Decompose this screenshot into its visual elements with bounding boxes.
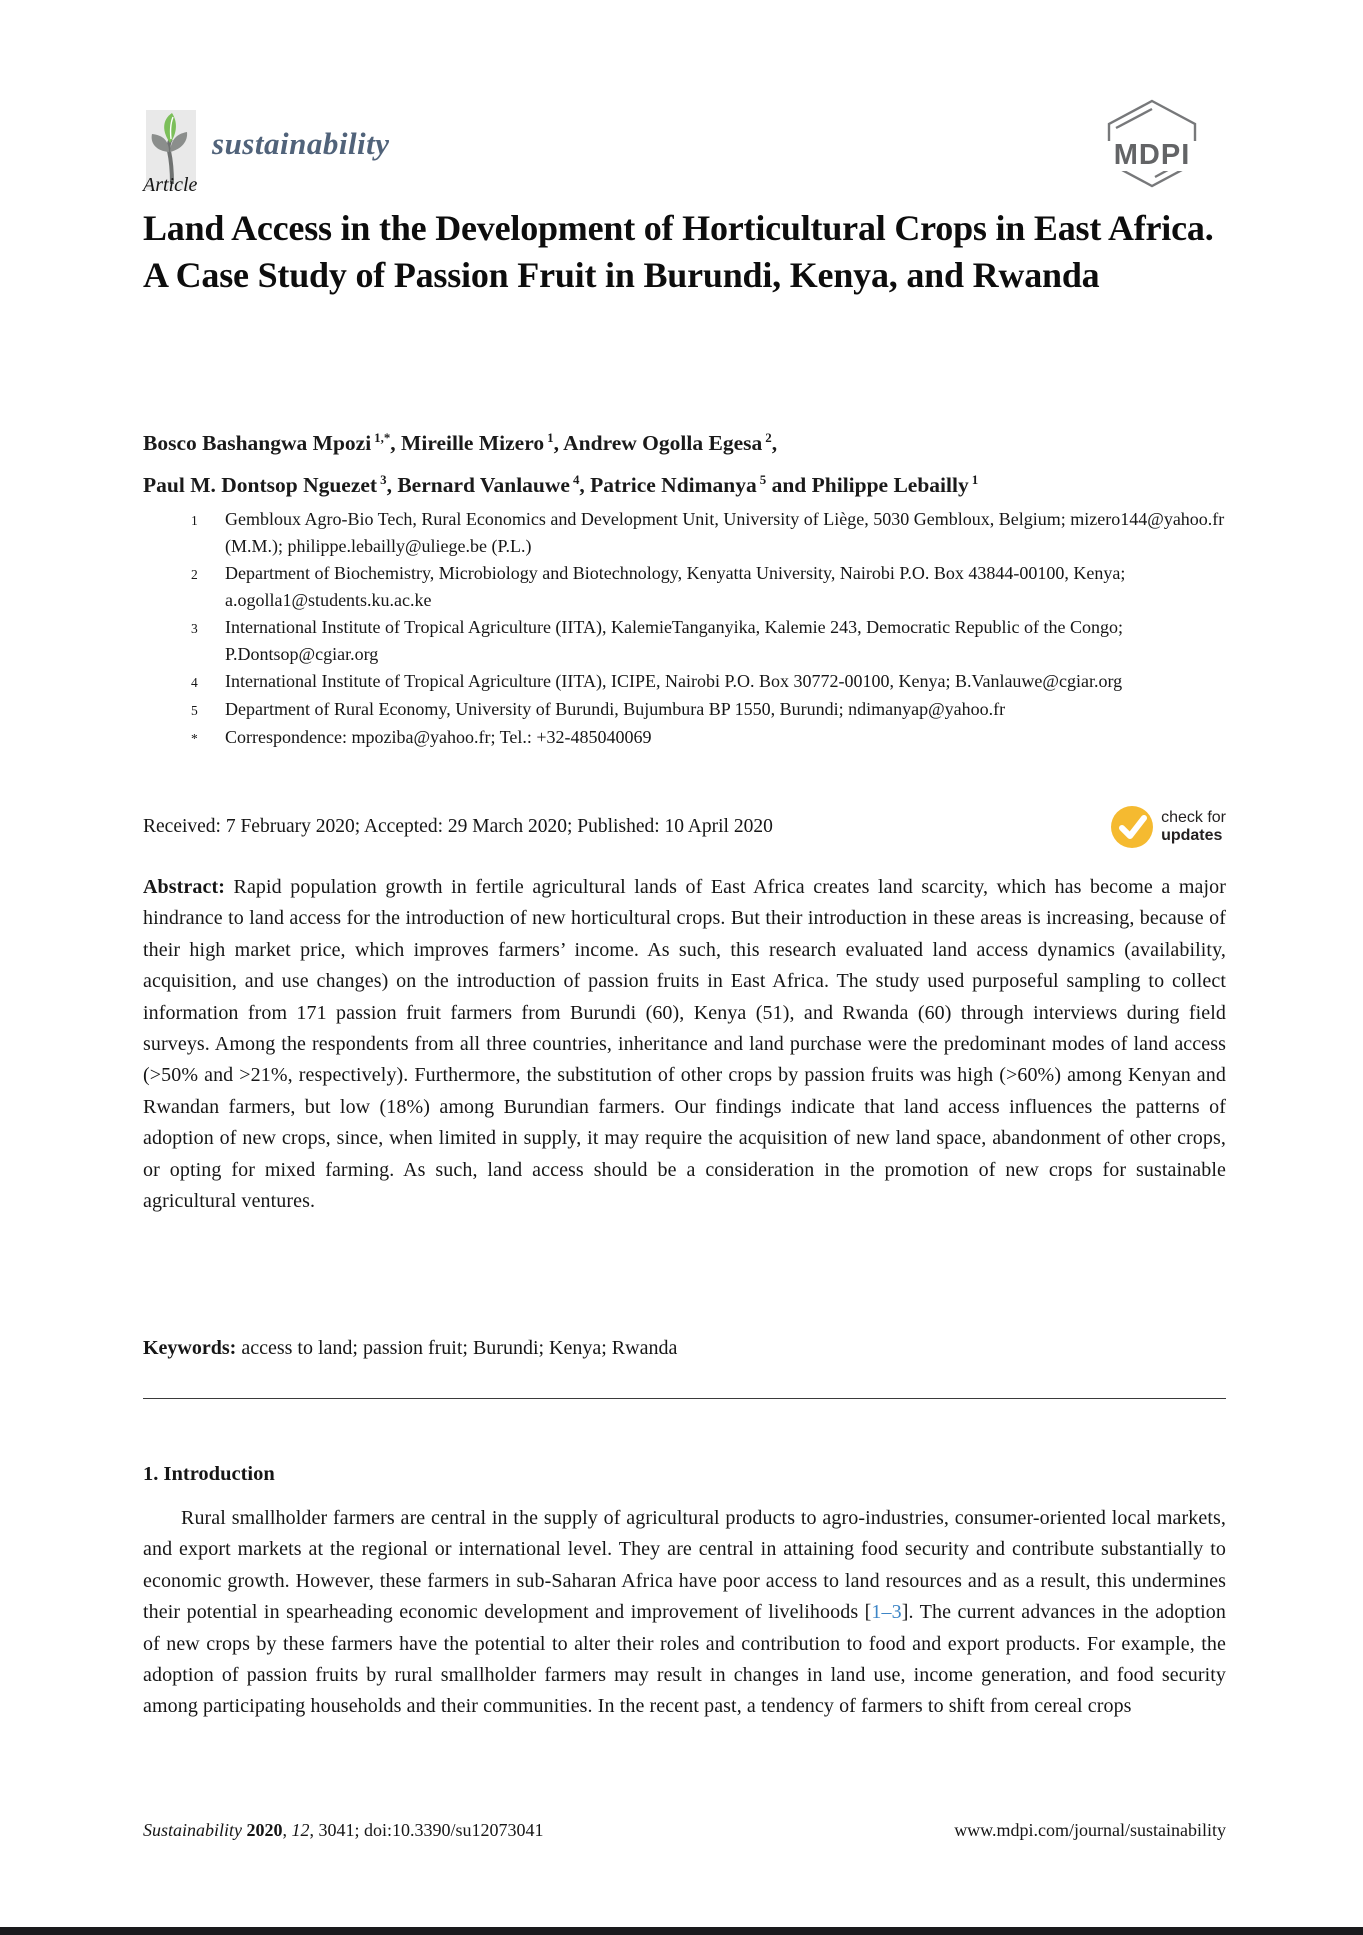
author-line-1 — [143, 420, 1226, 462]
author-separator: , — [579, 473, 591, 498]
footer-volume: 12 — [291, 1820, 310, 1840]
keywords — [143, 1337, 1226, 1360]
author-affiliation-superscript: 1 — [547, 431, 554, 445]
author-separator: , — [390, 431, 402, 456]
footer-citation — [143, 1820, 544, 1841]
author-affiliation-superscript: 1 — [971, 473, 979, 488]
author-list — [143, 420, 1226, 504]
footer-journal-name: Sustainability — [143, 1820, 242, 1840]
author-name: Philippe Lebailly — [811, 473, 969, 498]
introduction-heading: 1. Introduction — [143, 1463, 275, 1485]
keywords-label: Keywords: — [143, 1337, 237, 1359]
keywords-text: access to land; passion fruit; Burundi; Kenya; Rwanda — [236, 1337, 678, 1359]
author-affiliation-superscript: 2 — [765, 431, 772, 445]
affiliation-item — [191, 724, 1226, 752]
affiliation-number: 5 — [191, 703, 198, 718]
affiliation-item — [191, 506, 1226, 560]
intro-text-before-citation: Rural smallholder farmers are central in the supply of agricultural products to agro-industries, consumer-oriented local markets, and export markets at the regional or international level. They are central in attaining food security and contribute substantially to economic growth. However, these farmers in sub-Saharan Africa have poor access to land resources and as a result, this undermines their potential in spearheading economic development and improvement of livelihoods [ — [143, 1507, 1226, 1624]
author-affiliation-superscript: 3 — [380, 473, 387, 488]
affiliation-item — [191, 696, 1226, 724]
footer-separator: , — [282, 1820, 292, 1840]
received-accepted-published: Received: 7 February 2020; Accepted: 29 March 2020; Published: 10 April 2020 — [143, 816, 773, 837]
author-affiliation-superscript: 1,* — [374, 431, 391, 445]
affiliation-number: 2 — [191, 567, 198, 582]
author-affiliation-superscript: 5 — [759, 473, 767, 488]
mdpi-wordmark: MDPI — [1113, 139, 1191, 171]
affiliation-text: Department of Biochemistry, Microbiology and Biotechnology, Kenyatta University, Nairobi P.O. Box 43844-00100, Kenya; a.ogolla1@students.ku.ac.ke — [225, 563, 1126, 610]
author-name: Andrew Ogolla Egesa — [563, 431, 763, 456]
citation-link[interactable]: 1–3 — [871, 1601, 902, 1624]
intro-text-after-citation: ]. The current advances in the adoption of new crops by these farmers have the potential to alter their roles and contribution to food and export products. For example, the adoption of passion fruits by rural smallholder farmers may result in changes in land use, income generation, and food security among participating households and their communities. In the recent past, a tendency of farmers to shift from cereal crops — [143, 1601, 1226, 1718]
author-separator: , — [386, 473, 398, 498]
dates-row — [143, 806, 1226, 848]
affiliation-text: Department of Rural Economy, University of Burundi, Bujumbura BP 1550, Burundi; ndimanyap@yahoo.fr — [225, 699, 1006, 719]
author-name: Bernard Vanlauwe — [397, 473, 570, 498]
updates-label: updates — [1161, 827, 1223, 844]
abstract — [143, 872, 1226, 1217]
affiliation-item — [191, 560, 1226, 614]
check-for-updates-badge[interactable] — [1111, 806, 1226, 848]
footer-doi: , 3041; doi:10.3390/su12073041 — [309, 1820, 544, 1840]
author — [401, 431, 563, 455]
introduction-paragraph — [143, 1503, 1226, 1723]
affiliation-item — [191, 668, 1226, 696]
author — [143, 473, 397, 497]
affiliation-number: 1 — [191, 513, 198, 528]
author-separator: , — [771, 431, 778, 456]
abstract-text: Rapid population growth in fertile agricultural lands of East Africa creates land scarcity, which has become a major hindrance to land access for the introduction of new horticultural crops. But their introduction in these areas is increasing, because of their high market price, which improves farmers’ income. As such, this research evaluated land access dynamics (availability, acquisition, and use changes) on the introduction of passion fruits in East Africa. The study used purposeful sampling to collect information from 171 passion fruit farmers from Burundi (60), Kenya (51), and Rwanda (60) through interviews during field surveys. Among the respondents from all three countries, inheritance and land purchase were the predominant modes of land access (>50% and >21%, respectively). Furthermore, the substitution of other crops by passion fruits was high (>60%) among Kenyan and Rwandan farmers, but low (18%) among Burundian farmers. Our findings indicate that land access influences the patterns of adoption of new crops, since, when limited in supply, it may require the acquisition of new land space, abandonment of other crops, or opting for mixed farming. As such, land access should be a consideration in the promotion of new crops for sustainable agricultural ventures. — [143, 876, 1226, 1213]
affiliation-text: International Institute of Tropical Agriculture (IITA), KalemieTanganyika, Kalemie 243, Democratic Republic of the Congo; P.Dontsop@cgiar.org — [225, 617, 1124, 664]
author-name: Paul M. Dontsop Nguezet — [143, 473, 378, 498]
abstract-label: Abstract: — [143, 876, 225, 898]
window-bottom-edge — [0, 1927, 1363, 1935]
affiliation-text: Correspondence: mpoziba@yahoo.fr; Tel.: +32-485040069 — [225, 727, 652, 747]
page-footer — [143, 1820, 1226, 1841]
author — [563, 431, 777, 455]
affiliation-number: * — [191, 731, 198, 746]
journal-name: sustainability — [212, 126, 390, 161]
author-line-2 — [143, 462, 1226, 504]
checkmark-circle-icon — [1111, 806, 1153, 848]
author-separator: , — [553, 431, 564, 456]
author — [590, 473, 811, 497]
footer-year: 2020 — [242, 1820, 283, 1840]
author-affiliation-superscript: 4 — [572, 473, 580, 488]
check-for-label: check for — [1161, 809, 1226, 826]
affiliation-text: Gembloux Agro-Bio Tech, Rural Economics and Development Unit, University of Liège, 5030 Gembloux, Belgium; mizero144@yahoo.fr (M.M.); philippe.lebailly@uliege.be (P.L.) — [225, 509, 1225, 556]
affiliation-number: 3 — [191, 621, 198, 636]
section-divider — [143, 1398, 1226, 1399]
author — [143, 431, 401, 455]
check-for-updates-label — [1161, 809, 1226, 845]
footer-journal-url[interactable]: www.mdpi.com/journal/sustainability — [954, 1820, 1226, 1840]
affiliation-list — [191, 506, 1226, 752]
author-name: Bosco Bashangwa Mpozi — [143, 431, 372, 456]
affiliation-item — [191, 614, 1226, 668]
affiliation-text: International Institute of Tropical Agriculture (IITA), ICIPE, Nairobi P.O. Box 30772-00100, Kenya; B.Vanlauwe@cgiar.org — [225, 671, 1123, 691]
author-separator: and — [766, 473, 812, 498]
article-type-label: Article — [143, 174, 198, 196]
author-name: Mireille Mizero — [401, 431, 545, 456]
author — [397, 473, 590, 497]
author — [812, 473, 979, 497]
affiliation-number: 4 — [191, 675, 198, 690]
author-name: Patrice Ndimanya — [590, 473, 757, 498]
paper-title: Land Access in the Development of Horticultural Crops in East Africa. A Case Study of Passion Fruit in Burundi, Kenya, and Rwanda — [143, 208, 1214, 295]
